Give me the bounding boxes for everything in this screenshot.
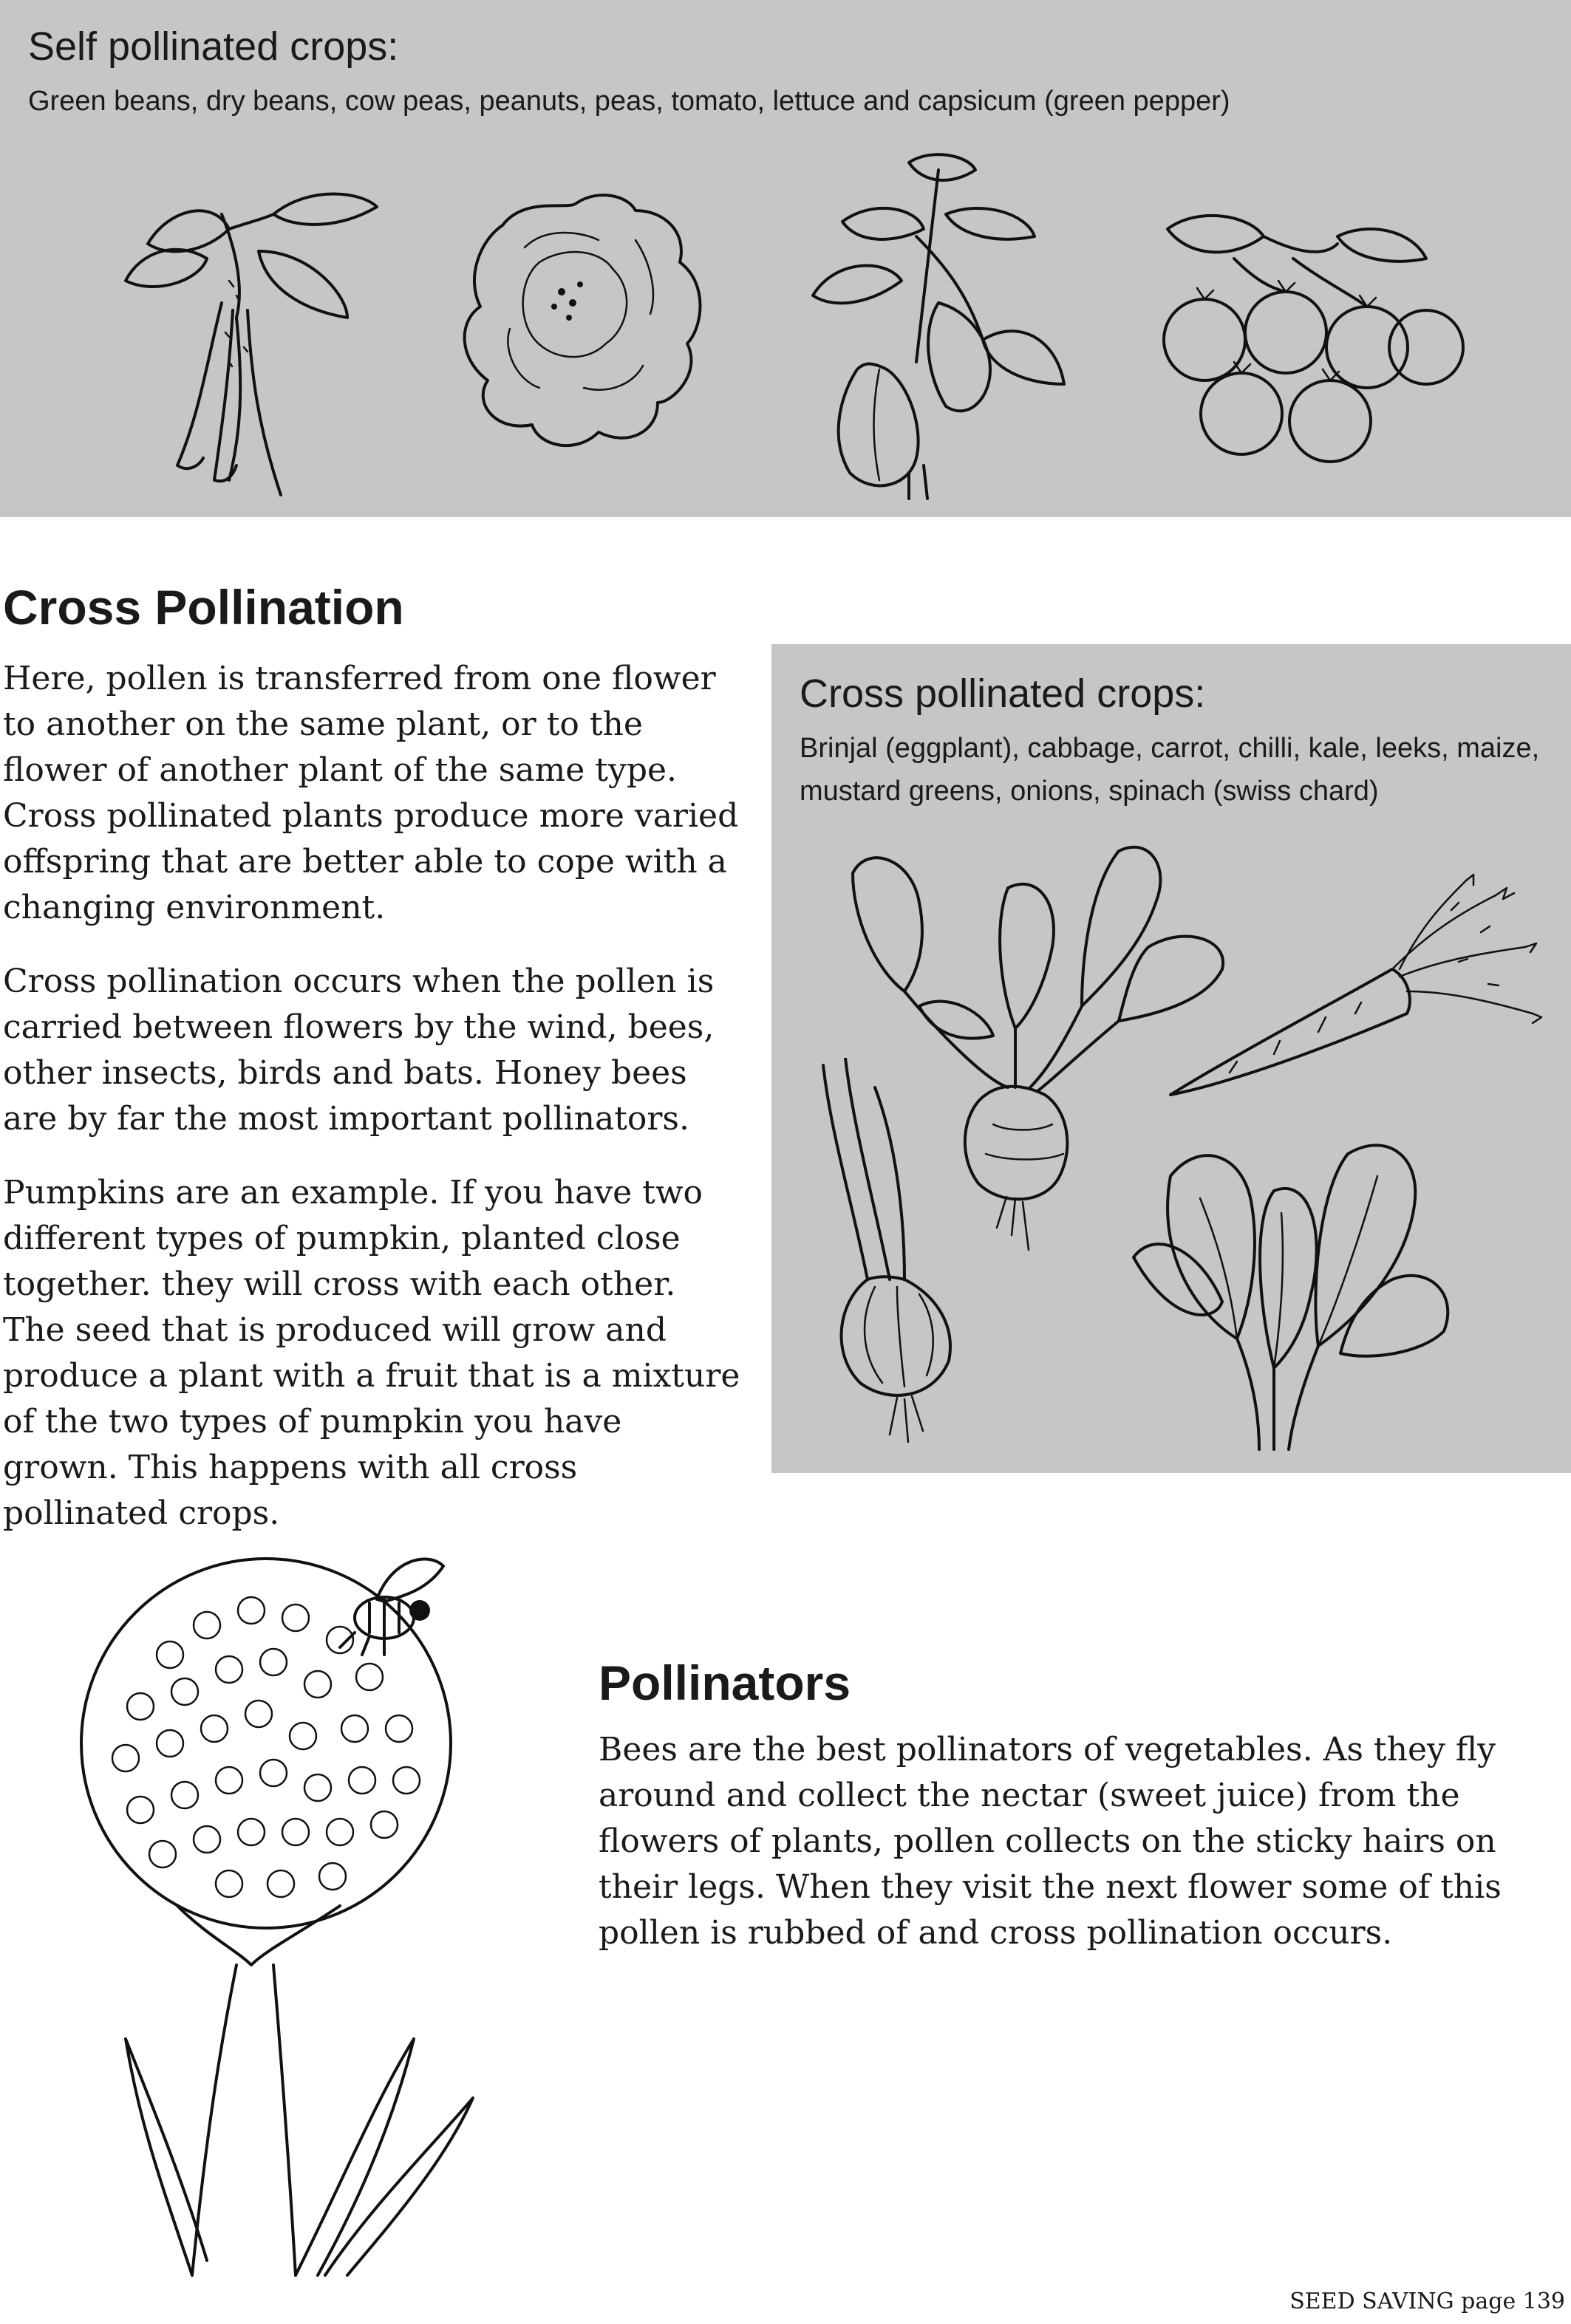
- cross-pollination-heading: Cross Pollination: [3, 580, 404, 635]
- cross-pollinated-list: Brinjal (eggplant), cabbage, carrot, chilli, kale, leeks, maize, mustard greens, onions, spinach (swiss chard): [800, 733, 1540, 807]
- cross-pollinated-title: Cross pollinated crops:: [800, 671, 1206, 716]
- cross-pollination-paragraph-2: Cross pollination occurs when the pollen is carried between flowers by the wind, bees, other insects, birds and bats. Honey bees are by far the most important pollinators.: [3, 963, 715, 1138]
- pollinators-heading: Pollinators: [599, 1655, 851, 1710]
- page-footer: SEED SAVING page 139: [1289, 2289, 1565, 2314]
- self-pollinated-panel: [0, 0, 1571, 517]
- self-pollinated-list: Green beans, dry beans, cow peas, peanuts, peas, tomato, lettuce and capsicum (green pepper): [28, 86, 1230, 117]
- swiss-chard-icon: [1126, 1132, 1466, 1457]
- cross-pollination-paragraph-1: Here, pollen is transferred from one flower to another on the same plant, or to the flower of another plant of the same type. Cross pollinated plants produce more varied offspring that are better able to cope with a changing environment.: [3, 660, 739, 926]
- capsicum-plant-icon: [798, 148, 1079, 502]
- cross-pollinated-panel: [771, 644, 1571, 1473]
- allium-flower-with-bee-icon: [59, 1522, 532, 2290]
- pollinators-paragraph: Bees are the best pollinators of vegetables. As they fly around and collect the nectar (sweet juice) from the flowers of plants, pollen collects on the sticky hairs on their legs. When they visit the next flower some of this pollen is rubbed of and cross pollination occurs.: [599, 1731, 1502, 1952]
- onion-icon: [808, 1058, 978, 1457]
- bean-plant-icon: [118, 170, 392, 502]
- cross-pollination-paragraph-3: Pumpkins are an example. If you have two different types of pumpkin, planted close together. they will cross with each other. The seed that is produced will grow and produce a plant with a fruit that is a mixture of the two types of pumpkin you have grown. This happens with all cross pollinated crops.: [3, 1174, 740, 1532]
- carrot-icon: [1156, 873, 1555, 1110]
- self-pollinated-title: Self pollinated crops:: [28, 24, 399, 69]
- tomato-plant-icon: [1145, 207, 1471, 473]
- lettuce-icon: [451, 181, 717, 462]
